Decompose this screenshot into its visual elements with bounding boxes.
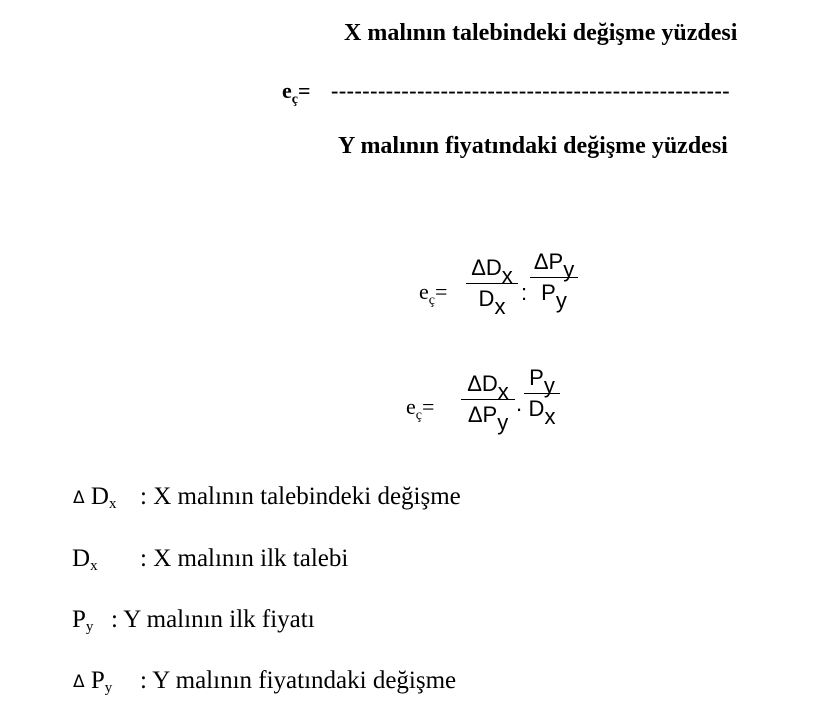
definition-divider: --------------------------------------------------- [331,78,731,103]
legend-symbol: P [90,667,105,694]
lhs-subscript: ç [428,293,435,308]
equals-sign: = [297,78,311,103]
legend-subscript: x [90,558,98,574]
lhs-base: e [419,279,429,304]
definition-numerator: X malının talebindeki değişme yüzdesi [344,20,738,46]
formula2-operator: . [516,391,523,416]
formula1-fraction-1 [466,255,518,320]
fraction-numerator: ΔPy [533,249,575,282]
legend-subscript: y [104,680,113,696]
fraction-numerator: Py [529,365,555,398]
legend-desc-delta-dx: : X malının talebindeki değişme [140,483,461,510]
legend-desc-py: : Y malının ilk fiyatı [111,606,315,633]
formula2-lhs [406,394,435,423]
fraction-denominator: ΔPy [467,402,509,436]
formula2-fraction-1 [461,371,515,436]
lhs-base: e [406,394,416,419]
legend-desc-dx: : X malının ilk talebi [140,545,349,572]
lhs-subscript: ç [415,408,422,423]
legend-subscript: x [108,496,117,512]
legend-item-delta-dx [73,483,116,511]
fraction-numerator: ΔDx [471,255,513,288]
lhs-subscript: ç [291,92,298,107]
equals-sign: = [434,279,448,304]
definition-lhs [282,78,311,107]
delta-symbol: Δ [73,488,85,508]
legend-symbol: D [72,545,91,572]
legend-item-py [72,606,93,634]
legend-desc-delta-py: : Y malının fiyatındaki değişme [140,667,457,694]
fraction-numerator: ΔDx [467,371,509,404]
legend-symbol: P [72,606,86,633]
formula1-operator: : [521,280,528,305]
legend-item-delta-py [73,667,112,695]
formula2-fraction-2 [524,365,560,430]
fraction-denominator: Dx [478,286,506,320]
equals-sign: = [421,394,435,419]
delta-symbol: Δ [73,672,85,692]
lhs-base: e [282,78,292,103]
legend-symbol: D [90,483,109,510]
legend-subscript: y [85,619,94,635]
fraction-denominator: Dx [528,396,556,430]
formula1-fraction-2 [530,249,578,314]
formula1-lhs [419,279,448,308]
fraction-denominator: Py [541,280,567,314]
legend-item-dx [72,545,98,573]
definition-denominator: Y malının fiyatındaki değişme yüzdesi [338,133,728,159]
